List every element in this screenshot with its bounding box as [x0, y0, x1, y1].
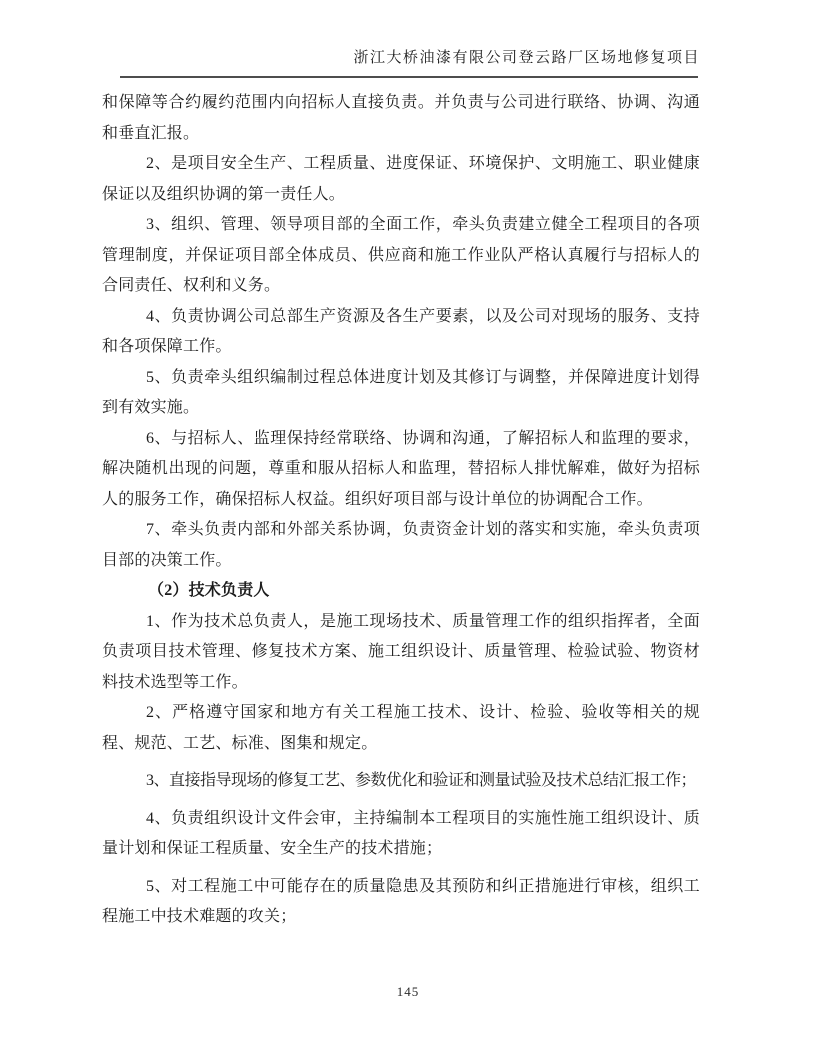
paragraph-s1-6: 6、与招标人、监理保持经常联络、协调和沟通，了解招标人和监理的要求，解决随机出现的问题，尊重和服从招标人和监理，替招标人排忧解难，做好为招标人的服务工作，确保招标人权益。组织好项目部与设计单位的协调配合工作。 [102, 429, 700, 508]
header-divider-line [120, 76, 698, 78]
paragraph-s1-3: 3、组织、管理、领导项目部的全面工作，牵头负责建立健全工程项目的各项管理制度，并保证项目部全体成员、供应商和施工作业队严格认真履行与招标人的合同责任、权利和义务。 [102, 216, 700, 294]
paragraph-s2-2: 2、严格遵守国家和地方有关工程施工技术、设计、检验、验收等相关的规程、规范、工艺、标准、图集和规定。 [102, 704, 700, 752]
document-body [102, 88, 700, 933]
paragraph-s1-7: 7、牵头负责内部和外部关系协调，负责资金计划的落实和实施，牵头负责项目部的决策工作。 [102, 521, 700, 569]
paragraph-s2-1: 1、作为技术总负责人，是施工现场技术、质量管理工作的组织指挥者，全面负责项目技术管理、修复技术方案、施工组织设计、质量管理、检验试验、物资材料技术选型等工作。 [102, 612, 700, 691]
paragraph-s2-4: 4、负责组织设计文件会审，主持编制本工程项目的实施性施工组织设计、质量计划和保证工程质量、安全生产的技术措施； [102, 809, 700, 857]
paragraph-s1-2: 2、是项目安全生产、工程质量、进度保证、环境保护、文明施工、职业健康保证以及组织协调的第一责任人。 [102, 155, 700, 203]
paragraph-s1-4: 4、负责协调公司总部生产资源及各生产要素，以及公司对现场的服务、支持和各项保障工作。 [102, 307, 700, 355]
paragraph-s1-5: 5、负责牵头组织编制过程总体进度计划及其修订与调整，并保障进度计划得到有效实施。 [102, 368, 700, 416]
paragraph-s2-5: 5、对工程施工中可能存在的质量隐患及其预防和纠正措施进行审核，组织工程施工中技术难题的攻关； [102, 877, 700, 925]
page-number: 145 [396, 984, 420, 999]
section-heading-technical-lead: （2）技术负责人 [148, 582, 270, 599]
paragraph-s2-3: 3、直接指导现场的修复工艺、参数优化和验证和测量试验及技术总结汇报工作； [146, 772, 697, 789]
paragraph-continuation: 和保障等合约履约范围内向招标人直接负责。并负责与公司进行联络、协调、沟通和垂直汇报。 [102, 94, 700, 142]
header-project-title: 浙江大桥油漆有限公司登云路厂区场地修复项目 [353, 50, 700, 66]
